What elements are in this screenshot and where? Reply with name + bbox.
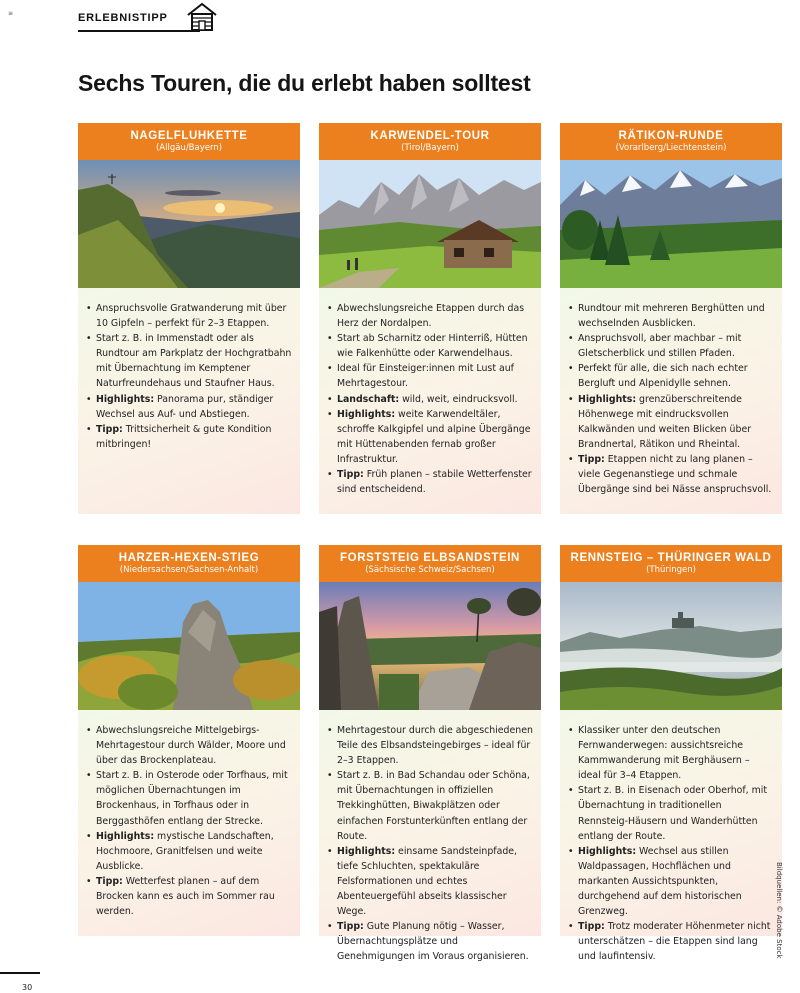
card-title: KARWENDEL-TOUR: [370, 129, 490, 142]
card-title: RENNSTEIG – THÜRINGER WALD: [570, 551, 772, 564]
card-header: [78, 545, 300, 582]
card-title: NAGELFLUHKETTE: [130, 129, 248, 142]
sunset-ridge-photo: [78, 160, 300, 288]
section-tag: [78, 4, 168, 32]
card-header: [319, 545, 541, 582]
list-item: • Start z. B. in Eisenach oder Oberhof, mit Übernachtung in traditionellen Rennsteig-Häusern und Wanderhütten entlang der Route.: [567, 783, 774, 843]
list-item: • Tipp: Wetterfest planen – auf dem Brocken kann es auch im Sommer rau werden.: [85, 874, 292, 919]
tour-card-raetikon: [560, 123, 782, 514]
list-item: • Highlights: mystische Landschaften, Hochmoore, Granitfelsen und weite Ausblicke.: [85, 829, 292, 874]
card-body: [560, 288, 782, 514]
image-credit: Bildquellen: © Adobe Stock: [775, 862, 783, 959]
page-number-rule: [0, 972, 40, 974]
list-item: • Anspruchsvoll, aber machbar – mit Gletscherblick und stillen Pfaden.: [567, 331, 774, 361]
list-item: • Mehrtagestour durch die abgeschiedenen Teile des Elbsandsteingebirges – ideal für 2–3 Etappen.: [326, 723, 533, 768]
section-tag-label: ERLEBNISTIPP: [78, 12, 168, 24]
tour-card-harzer-hexen-stieg: [78, 545, 300, 936]
glacier-valley-photo: [560, 160, 782, 288]
tour-card-rennsteig: [560, 545, 782, 963]
card-list: [567, 301, 774, 497]
card-list: [85, 723, 292, 919]
list-item: • Tipp: Trittsicherheit & gute Kondition mitbringen!: [85, 422, 292, 452]
list-item: • Klassiker unter den deutschen Fernwanderwegen: aussichtsreiche Kammwanderung mit Berghäusern – ideal für 3–4 Etappen.: [567, 723, 774, 783]
hut-icon: [186, 2, 218, 32]
card-list: [326, 301, 533, 497]
list-item: • Highlights: einsame Sandsteinpfade, tiefe Schluchten, spektakuläre Felsformationen und echtes Abenteuergefühl abseits klassischer Wege.: [326, 844, 533, 919]
card-header: [319, 123, 541, 160]
card-header: [560, 545, 782, 582]
sandstone-sunset-photo: [319, 582, 541, 710]
list-item: • Abwechslungsreiche Mittelgebirgs-Mehrtagestour durch Wälder, Moore und über das Brockenplateau.: [85, 723, 292, 768]
rock-outcrop-photo: [78, 582, 300, 710]
card-body: [319, 710, 541, 963]
card-list: [326, 723, 533, 965]
list-item: • Start z. B. in Osterode oder Torfhaus, mit möglichen Übernachtungen im Brockenhaus, in Torfhaus oder in Berggasthöfen entlang der Strecke.: [85, 768, 292, 828]
card-header: [78, 123, 300, 160]
card-region: (Thüringen): [646, 564, 696, 575]
card-region: (Vorarlberg/Liechtenstein): [615, 142, 727, 153]
tour-card-nagelfluhkette: [78, 123, 300, 514]
list-item: • Abwechslungsreiche Etappen durch das Herz der Nordalpen.: [326, 301, 533, 331]
card-region: (Niedersachsen/Sachsen-Anhalt): [119, 564, 259, 575]
card-title: FORSTSTEIG ELBSANDSTEIN: [340, 551, 520, 564]
list-item: • Ideal für Einsteiger:innen mit Lust auf Mehrtagestour.: [326, 361, 533, 391]
list-item: • Tipp: Trotz moderater Höhenmeter nicht unterschätzen – die Etappen sind lang und laufintensiv.: [567, 919, 774, 964]
tour-card-karwendel: [319, 123, 541, 514]
alpine-hut-photo: [319, 160, 541, 288]
page-title: Sechs Touren, die du erlebt haben solltest: [78, 70, 531, 96]
card-header: [560, 123, 782, 160]
list-item: • Rundtour mit mehreren Berghütten und wechselnden Ausblicken.: [567, 301, 774, 331]
corner-mark: ≡: [8, 10, 14, 17]
list-item: • Perfekt für alle, die sich nach echter Bergluft und Alpenidylle sehnen.: [567, 361, 774, 391]
card-title: HARZER-HEXEN-STIEG: [118, 551, 260, 564]
card-region: (Sächsische Schweiz/Sachsen): [365, 564, 495, 575]
misty-castle-photo: [560, 582, 782, 710]
card-body: [319, 288, 541, 514]
card-title: RÄTIKON-RUNDE: [618, 129, 724, 142]
section-tag-underline: [78, 30, 200, 32]
card-body: [560, 710, 782, 963]
list-item: • Tipp: Früh planen – stabile Wetterfenster sind entscheidend.: [326, 467, 533, 497]
list-item: • Highlights: Panorama pur, ständiger Wechsel aus Auf- und Abstiegen.: [85, 392, 292, 422]
list-item: • Anspruchsvolle Gratwanderung mit über 10 Gipfeln – perfekt für 2–3 Etappen.: [85, 301, 292, 331]
card-list: [567, 723, 774, 965]
card-region: (Tirol/Bayern): [401, 142, 459, 153]
list-item: • Tipp: Gute Planung nötig – Wasser, Übernachtungsplätze und Genehmigungen im Voraus organisieren.: [326, 919, 533, 964]
card-list: [85, 301, 292, 452]
tour-card-forststeig-elbsandstein: [319, 545, 541, 963]
card-body: [78, 710, 300, 936]
card-region: (Allgäu/Bayern): [155, 142, 223, 153]
list-item: • Start ab Scharnitz oder Hinterriß, Hütten wie Falkenhütte oder Karwendelhaus.: [326, 331, 533, 361]
page-number: 30: [22, 983, 33, 992]
card-body: [78, 288, 300, 514]
list-item: • Highlights: weite Karwendeltäler, schroffe Kalkgipfel und alpine Übergänge mit Hüttenabenden fernab großer Infrastruktur.: [326, 407, 533, 467]
list-item: • Highlights: grenzüberschreitende Höhenwege mit eindrucksvollen Kalkwänden und weiten Blicken über Brandnertal, Rätikon und Rheintal.: [567, 392, 774, 452]
list-item: • Landschaft: wild, weit, eindrucksvoll.: [326, 392, 533, 407]
list-item: • Highlights: Wechsel aus stillen Waldpassagen, Hochflächen und markanten Aussichtspunkten, durchgehend auf dem historischen Grenzweg.: [567, 844, 774, 919]
list-item: • Tipp: Etappen nicht zu lang planen – viele Gegenanstiege und schmale Übergänge sind bei Nässe anspruchsvoll.: [567, 452, 774, 497]
list-item: • Start z. B. in Immenstadt oder als Rundtour am Parkplatz der Hochgratbahn mit Übernachtung im Kemptener Naturfreundehaus und Staufner Haus.: [85, 331, 292, 391]
list-item: • Start z. B. in Bad Schandau oder Schöna, mit Übernachtungen in offiziellen Trekkinghütten, Biwakplätzen oder einfachen Forstunterkünften entlang der Route.: [326, 768, 533, 843]
